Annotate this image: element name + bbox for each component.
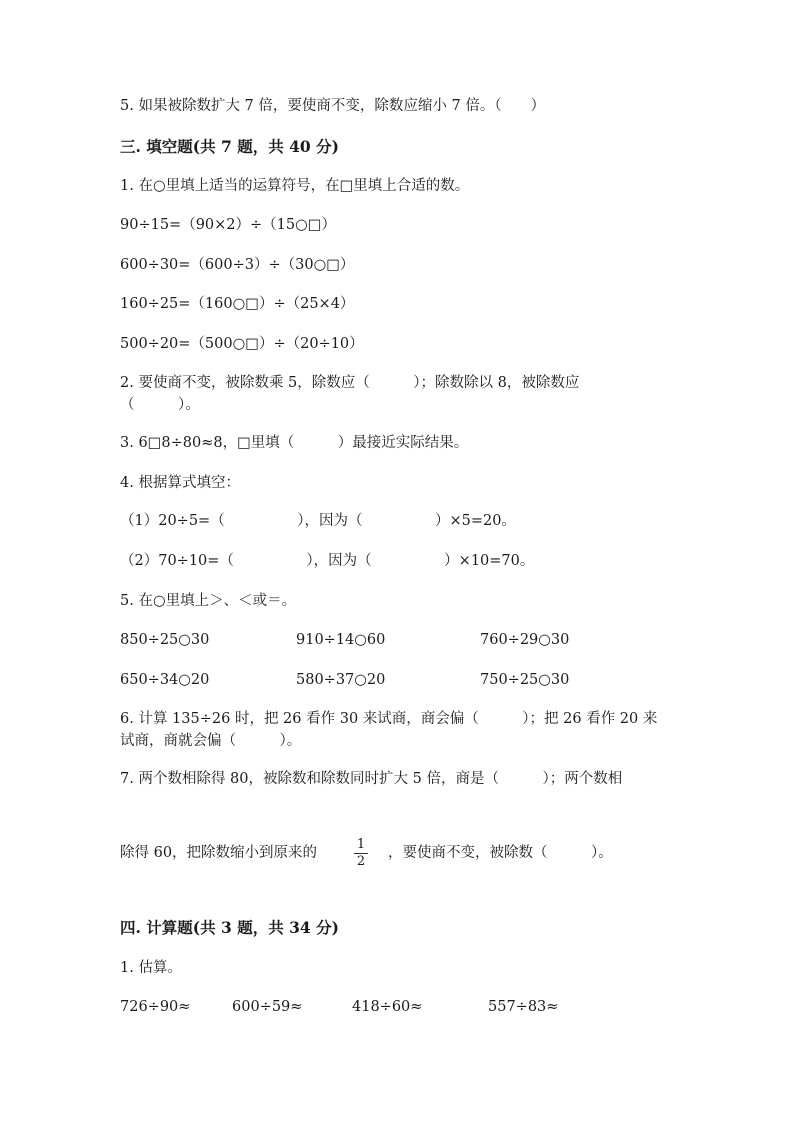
fill-q1-line-2: 600÷30=（600÷3）÷（30○□）: [120, 257, 355, 273]
section-3-title: 三. 填空题(共 7 题，共 40 分): [120, 137, 339, 156]
fill-q6-line-1: 6. 计算 135÷26 时，把 26 看作 30 来试商，商会偏（ ）；把 26 看作 20 来: [120, 711, 658, 727]
estimate-item: 418÷60≈: [352, 999, 423, 1015]
fill-q7-line-1: 7. 两个数相除得 80，被除数和除数同时扩大 5 倍，商是（ ）；两个数相: [120, 771, 623, 787]
estimate-item: 600÷59≈: [232, 999, 303, 1015]
estimate-item: 726÷90≈: [120, 999, 191, 1015]
fill-q4-line-2: （2）70÷10=（ ），因为（ ）×10=70。: [120, 553, 535, 569]
compare-item: 850÷25○30: [120, 632, 210, 648]
compare-item: 910÷14○60: [296, 632, 386, 648]
fill-q1-line-1: 90÷15=（90×2）÷（15○□）: [120, 217, 336, 233]
compare-item: 750÷25○30: [480, 672, 570, 688]
compare-item: 650÷34○20: [120, 672, 210, 688]
fill-q1-line-3: 160÷25=（160○□）÷（25×4）: [120, 296, 355, 312]
fill-q3: 3. 6□8÷80≈8，□里填（ ）最接近实际结果。: [120, 435, 469, 451]
fill-q1-line-4: 500÷20=（500○□）÷（20÷10）: [120, 336, 364, 352]
calc-q1-stem: 1. 估算。: [120, 960, 182, 976]
fill-q7-line-2b: ，要使商不变，被除数（ ）。: [388, 845, 613, 861]
fill-q5-stem: 5. 在○里填上＞、＜或＝。: [120, 593, 297, 609]
fill-q2-line-1: 2. 要使商不变，被除数乘 5，除数应（ ）；除数除以 8，被除数应: [120, 375, 580, 391]
fraction-numerator: 1: [356, 837, 366, 852]
fraction-one-half: [354, 838, 368, 869]
fill-q4-line-1: （1）20÷5=（ ），因为（ ）×5=20。: [120, 513, 516, 529]
judge-question-5: 5. 如果被除数扩大 7 倍，要使商不变，除数应缩小 7 倍。（ ）: [120, 98, 546, 114]
fill-q4-stem: 4. 根据算式填空：: [120, 475, 240, 491]
compare-item: 580÷37○20: [296, 672, 386, 688]
fraction-denominator: 2: [356, 854, 366, 869]
fill-q6-line-2: 试商，商就会偏（ ）。: [120, 733, 302, 749]
fill-q7-line-2a: 除得 60，把除数缩小到原来的: [120, 845, 318, 861]
compare-item: 760÷29○30: [480, 632, 570, 648]
estimate-item: 557÷83≈: [488, 999, 559, 1015]
fill-q1-stem: 1. 在○里填上适当的运算符号，在□里填上合适的数。: [120, 178, 470, 194]
section-4-title: 四. 计算题(共 3 题，共 34 分): [120, 918, 339, 937]
fill-q2-line-2: （ ）。: [120, 397, 200, 413]
